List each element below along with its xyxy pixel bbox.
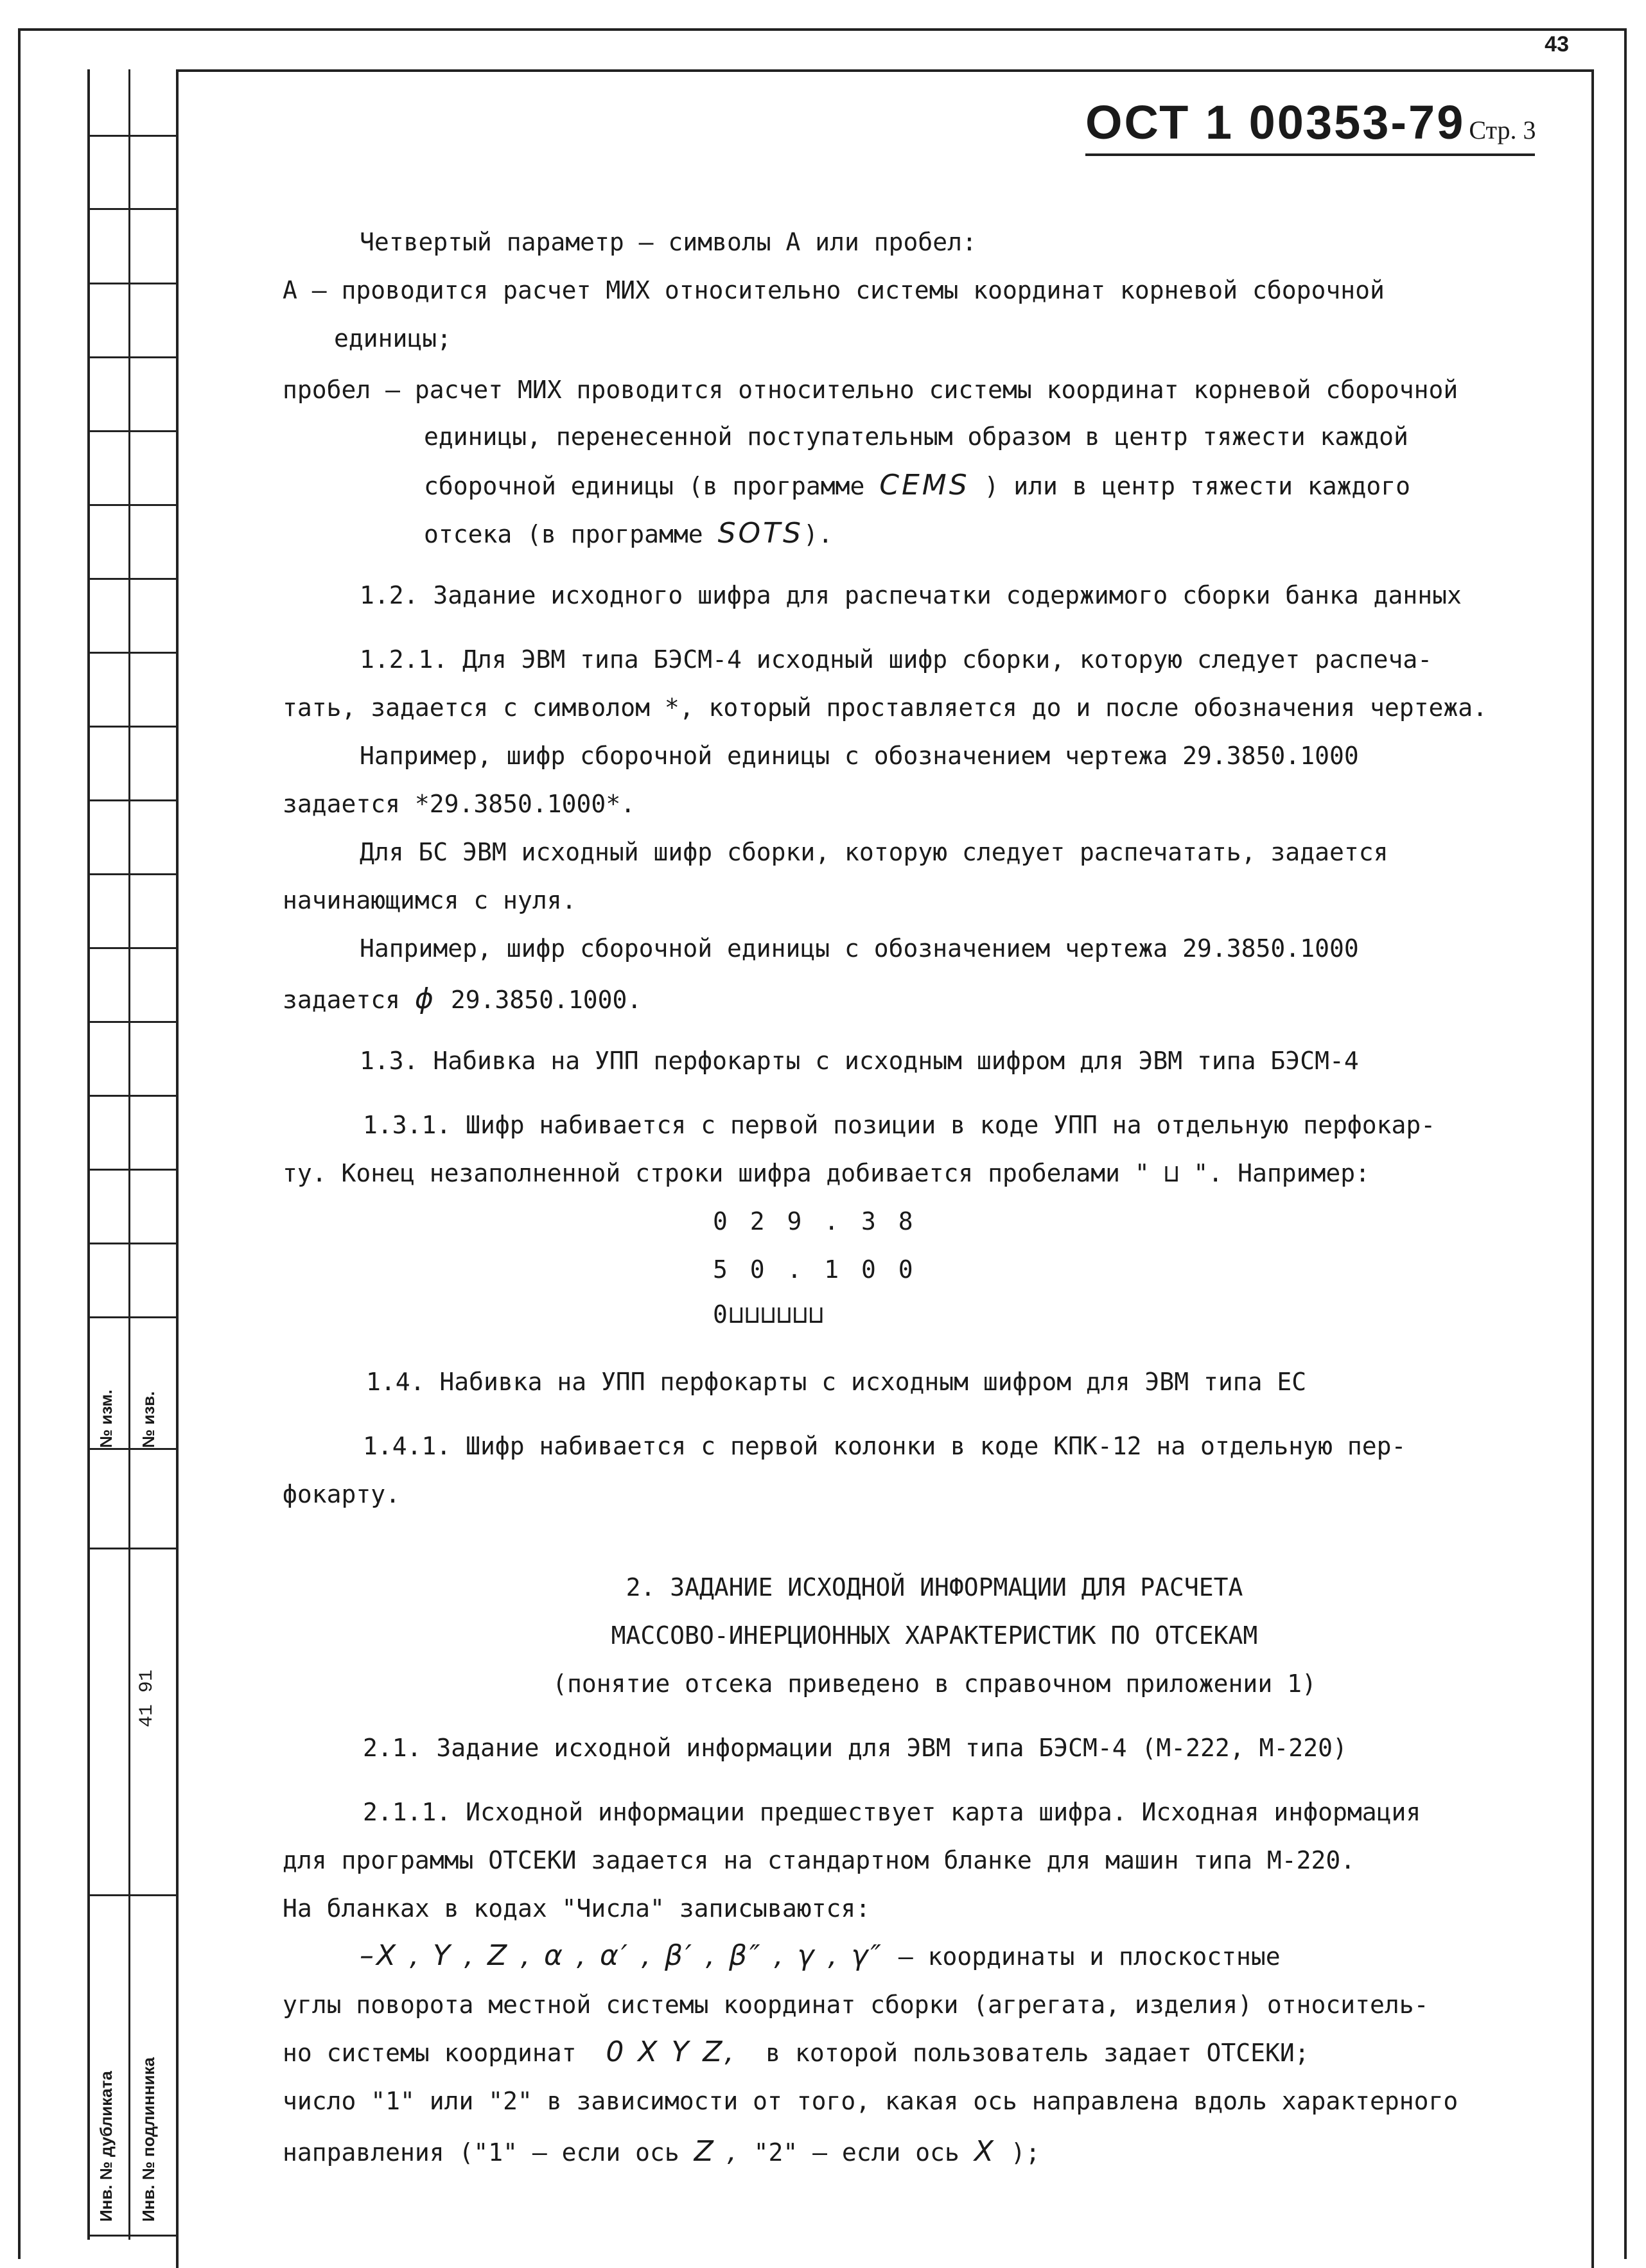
paragraph: но системы координат 0 X Y Z, в которой пользователь задает ОТСЕКИ;: [283, 2036, 1309, 2068]
coordinate-system: 0 X Y Z,: [606, 2036, 737, 2068]
zero-symbol: ϕ: [414, 982, 436, 1015]
paragraph: –X , Y , Z , α , α′ , β′ , β″ , γ , γ″ – координаты и плоскостные: [360, 1939, 1281, 1972]
paragraph: Например, шифр сборочной единицы с обозначением чертежа 29.3850.1000: [360, 742, 1359, 770]
paragraph: 1.3.1. Шифр набивается с первой позиции в коде УПП на отдельную перфокар-: [363, 1111, 1436, 1139]
stamp-divider: [128, 69, 130, 2240]
code-line: 0⊔⊔⊔⊔⊔⊔: [713, 1300, 825, 1329]
paragraph: сборочной единицы (в программе CEMS ) или в центр тяжести каждого: [424, 469, 1411, 502]
change-number-label: № изм.: [96, 1390, 116, 1448]
paragraph: задается ϕ 29.3850.1000.: [283, 982, 642, 1015]
page-label: Стр. 3: [1469, 116, 1536, 144]
code-line: 0 2 9 . 3 8: [713, 1207, 917, 1235]
paragraph: 1.2.1. Для ЭВМ типа БЭСМ-4 исходный шифр сборки, которую следует распеча-: [360, 645, 1433, 674]
section-heading: 1.3. Набивка на УПП перфокарты с исходным шифром для ЭВМ типа БЭСМ-4: [360, 1047, 1359, 1075]
paragraph: Например, шифр сборочной единицы с обозначением чертежа 29.3850.1000: [360, 934, 1359, 963]
paragraph: На бланках в кодах "Числа" записываются:: [283, 1894, 871, 1923]
paragraph: 2.1.1. Исходной информации предшествует карта шифра. Исходная информация: [363, 1798, 1421, 1826]
duplicate-inventory-label: Инв. № дубликата: [96, 2071, 116, 2222]
paragraph: единицы, перенесенной поступательным образом в центр тяжести каждой: [424, 423, 1408, 451]
program-name-sots: SOTS: [717, 517, 803, 550]
code-line: 5 0 . 1 0 0: [713, 1255, 917, 1284]
chapter-subtitle: (понятие отсека приведено в справочном приложении 1): [552, 1670, 1317, 1698]
paragraph: 1.4.1. Шифр набивается с первой колонки в коде КПК-12 на отдельную пер-: [363, 1432, 1406, 1460]
document-header: [1085, 95, 1535, 156]
section-heading: 2.1. Задание исходной информации для ЭВМ типа БЭСМ-4 (М-222, М-220): [363, 1734, 1347, 1762]
paragraph: пробел – расчет МИХ проводится относительно системы координат корневой сборочной: [283, 376, 1458, 404]
axis-z: Z ,: [694, 2135, 739, 2168]
paragraph: углы поворота местной системы координат сборки (агрегата, изделия) относитель-: [283, 1991, 1429, 2019]
paragraph: Для БС ЭВМ исходный шифр сборки, которую следует распечатать, задается: [360, 838, 1388, 866]
chapter-title: 2. ЗАДАНИЕ ИСХОДНОЙ ИНФОРМАЦИИ ДЛЯ РАСЧЕТА: [626, 1573, 1243, 1601]
original-inventory-label: Инв. № подлинника: [139, 2057, 158, 2222]
page-number: 43: [1545, 32, 1569, 57]
paragraph: единицы;: [334, 324, 452, 353]
inventory-number-value: 41 91: [136, 1669, 158, 1727]
program-name-cems: CEMS: [879, 469, 970, 502]
notice-number-label: № изв.: [139, 1391, 158, 1448]
paragraph: направления ("1" – если ось Z , "2" – если ось X );: [283, 2135, 1040, 2168]
paragraph: тать, задается с символом *, который проставляется до и после обозначения чертежа.: [283, 693, 1487, 722]
paragraph: Четвертый параметр – символы А или пробел:: [360, 228, 977, 256]
variable-list: –X , Y , Z , α , α′ , β′ , β″ , γ , γ″: [360, 1939, 884, 1972]
paragraph: начинающимся с нуля.: [283, 886, 577, 914]
paragraph: ту. Конец незаполненной строки шифра добивается пробелами " ⊔ ". Например:: [283, 1159, 1370, 1187]
paragraph: число "1" или "2" в зависимости от того, какая ось направлена вдоль характерного: [283, 2087, 1458, 2115]
paragraph: отсека (в программе SOTS).: [424, 517, 833, 550]
paragraph: для программы ОТСЕКИ задается на стандартном бланке для машин типа М-220.: [283, 1846, 1356, 1874]
chapter-title: МАССОВО-ИНЕРЦИОННЫХ ХАРАКТЕРИСТИК ПО ОТСЕКАМ: [611, 1621, 1258, 1650]
section-heading: 1.2. Задание исходного шифра для распечатки содержимого сборки банка данных: [360, 581, 1462, 609]
margin-stamp: [87, 69, 179, 2240]
standard-code: ОСТ 1 00353-79: [1085, 96, 1466, 149]
axis-x: X: [974, 2135, 996, 2168]
paragraph: задается *29.3850.1000*.: [283, 790, 636, 818]
paragraph: фокарту.: [283, 1480, 401, 1508]
section-heading: 1.4. Набивка на УПП перфокарты с исходным шифром для ЭВМ типа ЕС: [366, 1368, 1307, 1396]
paragraph: А – проводится расчет МИХ относительно системы координат корневой сборочной: [283, 276, 1385, 304]
